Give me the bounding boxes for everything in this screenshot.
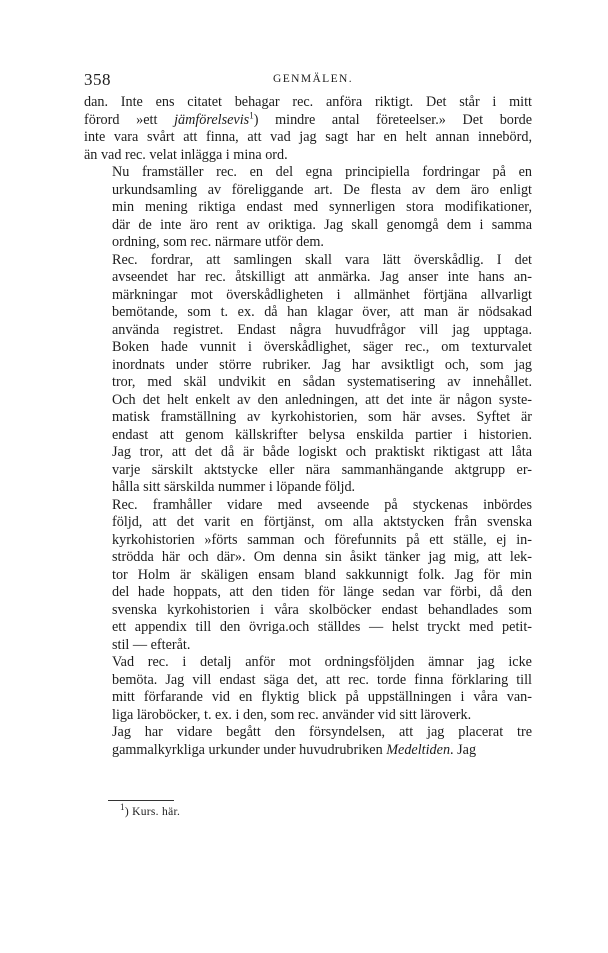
text-line: dan. Inte ens citatet behagar rec. anföra riktigt. Det står i mitt [84, 94, 532, 110]
paragraph [84, 724, 532, 759]
paragraph [84, 164, 532, 252]
text-line: ett appendix till den övriga.och ställdes — helst tryckt med petit- [112, 619, 532, 635]
paragraph [84, 654, 532, 724]
text-line: min mening riktiga endast med synnerligen stora modifikationer, [112, 199, 532, 215]
text-line: använda registret. Endast några huvudfrågor vill jag upptaga. [112, 321, 532, 338]
text-line: tor Holm är skäligen ensam bland sakkunnigt folk. Jag för min [112, 566, 532, 583]
text-line: inte vara svårt att finna, att vad jag sagt har en helt annan innebörd, [84, 129, 532, 145]
text-line: gammalkyrkliga urkunder under huvudrubriken Medeltiden. Jag [112, 741, 477, 758]
text-line: Nu framställer rec. en del egna principiella fordringar på en [112, 164, 532, 180]
page-header [84, 70, 532, 92]
page-number: 358 [84, 70, 111, 89]
text-line: märkningar mot överskådligheten i allmänhet förtjäna allvarligt [112, 286, 532, 303]
text-line: Boken hade vunnit i överskådlighet, säger rec., om texturvalet [112, 339, 532, 355]
text-line: del hade hoppats, att den tiden för länge sedan var förbi, då den [112, 584, 532, 600]
text-line: förord »ett jämförelsevis$^1$) mindre antal företeelser.» Det borde [84, 109, 532, 128]
text-line: urkundsamling av föreliggande art. De flesta av dem äro enligt [112, 181, 532, 198]
text-line: matisk framställning av kyrkohistorien, som här avses. Syftet är [112, 409, 532, 425]
text-line: stil — efteråt. [112, 636, 191, 653]
text-line: hålla sitt särskilda nummer i löpande följd. [112, 479, 356, 495]
text-line: Rec. fordrar, att samlingen skall vara lätt överskådlig. I det [112, 251, 532, 268]
text-line: kyrkohistorien »förts samman och förefunnits på ett ställe, ej in- [112, 531, 532, 548]
paragraph [84, 94, 532, 164]
text-line: Rec. framhåller vidare med avseende på styckenas inbördes [112, 496, 532, 513]
footnote-reference: 1 [249, 109, 254, 120]
text-line: avseendet har rec. åtskilligt att anmärka. Jag anser inte hans an- [112, 269, 532, 285]
text-line: ordning, som rec. närmare utför dem. [112, 234, 324, 250]
paragraph [84, 497, 532, 655]
text-line: svenska kyrkohistorien i våra skolböcker endast behandlades som [112, 601, 532, 618]
text-line: strödda här och där». Om denna sin åsikt tänker jag mig, att lek- [112, 549, 532, 565]
footnote-text: ) Kurs. här. [124, 806, 181, 818]
text-line: mitt förfarande vid en flyktig blick på uppställningen i våra van- [112, 689, 532, 705]
paragraph [84, 252, 532, 497]
text-line: bemöta. Jag vill endast säga det, att rec. torde finna förklaring till [112, 671, 532, 688]
body-text [84, 94, 532, 759]
text-line: följd, att det varit en förtjänst, om alla aktstycken från svenska [112, 514, 532, 530]
text-line: Jag har vidare begått den försyndelsen, att jag placerat tre [112, 724, 532, 740]
text-line: bemötande, som t. ex. då han klagar över, att man är nödsakad [112, 304, 532, 320]
text-line: där de inte äro rent av oriktiga. Jag skall genomgå dem i samma [112, 216, 532, 233]
text-line: varje särskilt aktstycke eller nära sammanhängande aktgrupp er- [112, 461, 532, 478]
text-line: Jag tror, att det då är både logiskt och praktiskt riktigast att låta [112, 444, 532, 460]
emphasis: jämförelsevis [174, 111, 250, 128]
text-line: liga läroböcker, t. ex. i den, som rec. använder vid sitt läroverk. [112, 706, 472, 723]
text-line: Vad rec. i detalj anför mot ordningsföljden ämnar jag icke [112, 654, 532, 670]
text-line: tror, med skäl undvikit en sådan systematisering av innehållet. [112, 374, 532, 390]
running-title: GENMÄLEN. [273, 73, 353, 85]
text-line: Och det helt enkelt av den anledningen, att det inte är någon syste- [112, 391, 532, 408]
emphasis: Medeltiden [386, 741, 451, 758]
text-line: inordnats under större rubriker. Jag har avsiktligt och, som jag [112, 356, 532, 373]
footnote-divider [108, 800, 174, 801]
text-line: endast att genom källskrifter belysa enskilda partier i historien. [112, 426, 532, 443]
footnote-marker: 1 [120, 802, 125, 813]
text-line: än vad rec. velat inlägga i mina ord. [84, 146, 288, 163]
footnote [120, 802, 181, 818]
